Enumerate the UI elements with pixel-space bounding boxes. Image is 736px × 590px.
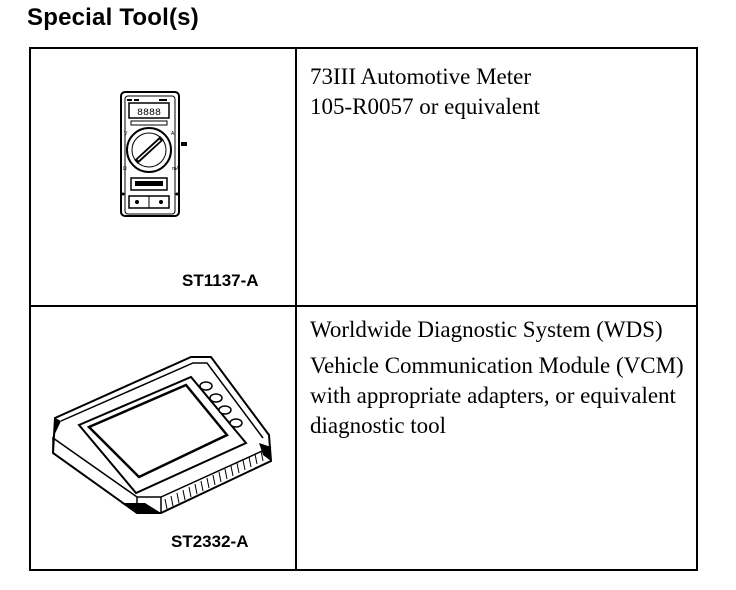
tool-image-cell bbox=[30, 306, 296, 570]
tool-name: Vehicle Communication Module (VCM) with appropriate adapters, or equivalent diagnostic tool bbox=[310, 353, 684, 438]
svg-text:A: A bbox=[171, 131, 175, 137]
svg-text:Ω: Ω bbox=[123, 166, 127, 172]
tool-description-cell bbox=[296, 306, 697, 570]
tool-image-code: ST1137-A bbox=[182, 271, 259, 290]
page-title: Special Tool(s) bbox=[27, 4, 199, 31]
svg-text:mA: mA bbox=[172, 166, 180, 172]
svg-text:8888: 8888 bbox=[136, 108, 162, 119]
svg-text:V: V bbox=[124, 131, 128, 137]
tool-description-cell bbox=[296, 48, 697, 306]
diagnostic-tablet-icon bbox=[41, 343, 281, 523]
tool-image-code: ST2332-A bbox=[171, 532, 249, 551]
tool-description bbox=[297, 307, 696, 441]
table-row bbox=[30, 306, 697, 570]
tool-image-cell bbox=[30, 48, 296, 306]
tool-part-number: 105-R0057 or equivalent bbox=[310, 94, 540, 119]
table-row bbox=[30, 48, 697, 306]
multimeter-icon bbox=[119, 90, 191, 224]
tool-name: 73III Automotive Meter bbox=[310, 64, 532, 89]
special-tools-table bbox=[29, 47, 698, 571]
tool-name: Worldwide Diagnostic System (WDS) bbox=[310, 317, 663, 342]
tool-description bbox=[297, 49, 696, 122]
